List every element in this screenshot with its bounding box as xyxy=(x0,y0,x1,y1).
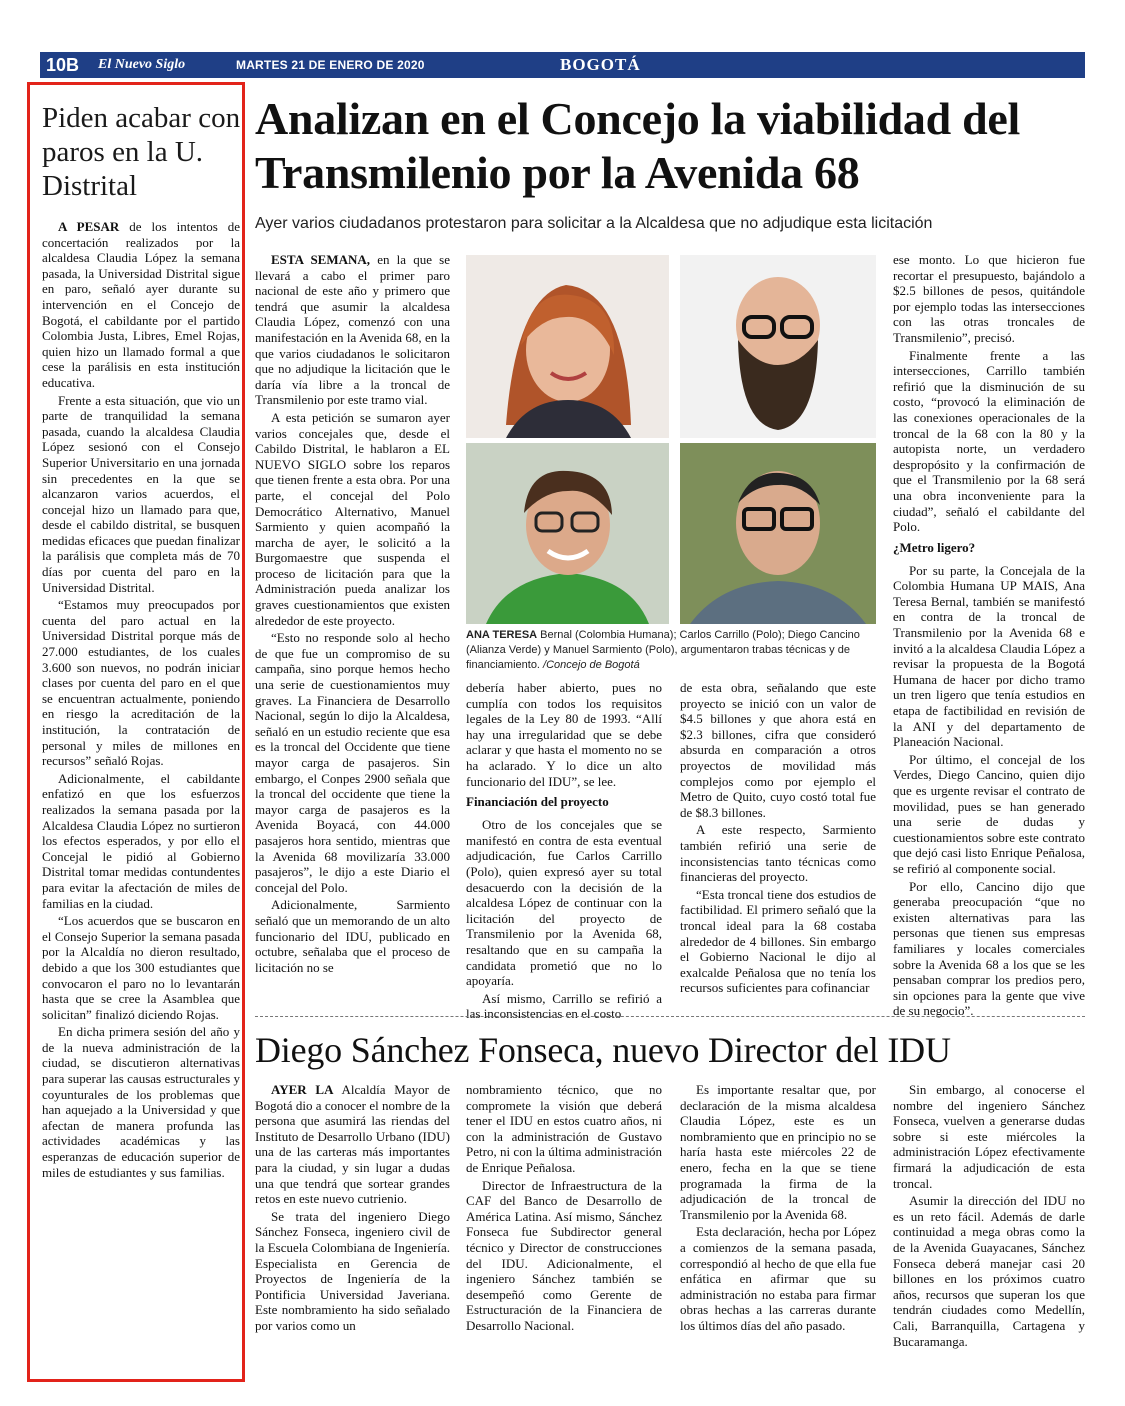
article-paragraph: debería haber abierto, pues no cumplía con todos los requisitos legales de la Ley 80 de 1993. “Allí hay una irregularidad que se debe aclarar y que hasta el momento no se ha aclarado. Y lo dice un alto funcionario del IDU”, se lee. xyxy=(466,680,662,789)
portrait-woman-image xyxy=(466,255,669,438)
page-number: 10B xyxy=(46,55,80,75)
main-column-4 xyxy=(893,252,1085,1019)
section-name: BOGOTÁ xyxy=(560,55,641,74)
portrait-bearded-man-image xyxy=(680,255,876,438)
article-paragraph: en la que se llevará a cabo el primer paro nacional de este año y primero que tendrá que asumir la alcaldesa Claudia López, comenzó con una manifestación en la Avenida 68, en la que varios ciudadanos le solicitaron que no adjudique la licitación que le daría vía libre a la troncal de Transmilenio por este tramo vial. xyxy=(255,252,450,408)
article-paragraph: Es importante resaltar que, por declaración de la misma alcaldesa Claudia López, este es un nombramiento que en principio no se haría hasta este miércoles 22 de enero, fecha en la que se tiene programada la firma de la adjudicación de la troncal de Transmilenio por la Avenida 68. xyxy=(680,1082,876,1222)
second-column-3 xyxy=(680,1082,876,1382)
article-paragraph: Por último, el concejal de los Verdes, Diego Cancino, quien dijo que es urgente revisar el contrato de movilidad, pues se han generado una serie de dudas y cuestionamientos sobre este contrato que dejó casi listo Enrique Peñalosa, se refirió al componente social. xyxy=(893,751,1085,876)
article-paragraph: Se trata del ingeniero Diego Sánchez Fonseca, ingeniero civil de la Escuela Colombiana de Ingeniería. Especialista en Gerencia de Proyectos de Ingeniería de la Pontificia Universidad Javeriana. Este nombramiento ha sido señalado por varios como un xyxy=(255,1208,450,1333)
portrait-man-glasses-image xyxy=(680,443,876,624)
caption-text: Bernal (Colombia Humana); Carlos Carrillo (Polo); Diego Cancino (Alianza Verde) y Manuel Sarmiento (Polo), argumentaron trabas técnicas y de financiamiento. xyxy=(466,629,860,671)
second-column-2 xyxy=(466,1082,662,1382)
sidebar-paragraph: En dicha primera sesión del año y de la nueva administración de la ciudad, se discutieron alternativas para superar las causas estructurales y coyunturales de los problemas que han aquejado a la Universidad y que afectan de manera profunda las actividades académicas y las esperanzas de educación superior de miles de estudiantes y sus familias. xyxy=(42,1024,240,1180)
article-paragraph: Finalmente frente a las intersecciones, Carrillo también refirió que la disminución de su costo, “provocó la eliminación de las conexiones operacionales de la troncal de la 68 con la 80 y la autopista norte, un verdadero despropósito y la confirmación de que el Transmilenio por la 68 será una obra inconveniente para la ciudad”, señaló el cabildante del Polo. xyxy=(893,347,1085,535)
article-paragraph: Así mismo, Carrillo se refirió a las inconsistencias en el costo xyxy=(466,990,662,1022)
sidebar-paragraph: “Los acuerdos que se buscaron en el Consejo Superior la semana pasada por la Alcaldía no dieron resultado, debido a que los 300 estudiantes que convocaron el paro no lo levantarán hasta que se cree la Asamblea que solicitan” finalizó diciendo Rojas. xyxy=(42,913,240,1022)
photo-manuel-sarmiento xyxy=(680,443,876,624)
main-lead: ESTA SEMANA, xyxy=(271,252,371,267)
article-paragraph: Director de Infraestructura de la CAF del Banco de Desarrollo de América Latina. Así mismo, Sánchez Fonseca fue Subdirector general técnico y Director de construcciones del IDU. Adicionalmente, el ingeniero Sánchez también se desempeñó como Gerente de Estructuración de la Financiera de Desarrollo Nacional. xyxy=(466,1177,662,1333)
main-headline: Analizan en el Concejo la viabilidad del Transmilenio por la Avenida 68 xyxy=(255,93,1020,198)
sidebar-paragraph: “Estamos muy preocupados por cuenta del paro actual en la Universidad Distrital porque más de 27.000 estudiantes, de los cuales 3.600 son nuevos, no podrán iniciar clases por cuenta del paro en el que se encuentran actualmente, poniendo en riesgo la acreditación de la institución, la contratación de personal y miles de millones en recursos” señaló Rojas. xyxy=(42,597,240,769)
subheading-metro-ligero: ¿Metro ligero? xyxy=(893,539,976,555)
sidebar-lead: A PESAR xyxy=(58,219,120,234)
sidebar-body xyxy=(42,219,240,1375)
sidebar-headline: Piden acabar con paros en la U. Distrital xyxy=(42,102,241,202)
second-headline: Diego Sánchez Fonseca, nuevo Director del IDU xyxy=(255,1030,951,1070)
caption-lead: ANA TERESA xyxy=(466,629,538,641)
photo-caption xyxy=(466,628,876,673)
main-column-2 xyxy=(466,680,662,1022)
article-paragraph: Adicionalmente, Sarmiento señaló que un memorando de un alto funcionario del IDU, publicado en octubre, señalaba que el proceso de licitación no se xyxy=(255,897,450,975)
second-lead: AYER LA xyxy=(271,1082,334,1097)
sidebar-paragraph: Adicionalmente, el cabildante enfatizó en que los esfuerzos realizados la semana pasada por la Alcaldesa Claudia López no surtieron los efectos esperados, y por ello el Concejal le pidió al Gobierno Distrital tomar medidas contundentes para evitar la afectación de miles de familias en la ciudad. xyxy=(42,770,240,911)
second-column-4 xyxy=(893,1082,1085,1382)
main-column-3 xyxy=(680,680,876,1012)
newspaper-name: El Nuevo Siglo xyxy=(98,57,186,72)
article-paragraph: Por su parte, la Concejala de la Colombia Humana UP MAIS, Ana Teresa Bernal, también se manifestó en contra de la troncal de Transmilenio por la Avenida 68 e invitó a la alcaldesa Claudia López a revisar la propuesta de la Bogotá Humana de hacer por dicho tramo un tren ligero que tenía estudios en etapa de factibilidad en revisión de la ANI y del departamento de Planeación Nacional. xyxy=(893,562,1085,750)
article-divider xyxy=(255,1016,1085,1017)
article-paragraph: ese monto. Lo que hicieron fue recortar el presupuesto, bajándolo a $2.5 billones de pesos, quitándole por ejemplo todas las intersecciones con las otras troncales de Transmilenio”, precisó. xyxy=(893,252,1085,345)
article-paragraph: A esta petición se sumaron ayer varios concejales que, desde el Cabildo Distrital, le hablaron a EL NUEVO SIGLO sobre los reparos que tienen frente a esta obra. Por una parte, el concejal del Polo Democrático Alternativo, Manuel Sarmiento y quien acompañó la marcha de ayer, le solicitó a la Burgomaestre que suspenda el proceso de licitación para que la Administración pueda analizar los graves cuestionamientos que existen alrededor de este proyecto. xyxy=(255,409,450,628)
sidebar-paragraph: Frente a esta situación, que vio un parte de tranquilidad la semana pasada, cuando la alcaldesa Claudia López sesionó con el Consejo Superior Universitario en una jornada sin precedentes en la que se alcanzaron varios acuerdos, el concejal hizo un llamado para que, desde el cabildo distrital, se busquen medidas eficaces que puedan finalizar la parálisis que completa más de 70 días por cuenta del paro en la Universidad Distrital. xyxy=(42,392,240,595)
article-paragraph: Otro de los concejales que se manifestó en contra de esta eventual adjudicación, fue Carlos Carrillo (Polo), quien expresó ayer su total desacuerdo con la decisión de la alcaldesa López de continuar con la licitación del proyecto de Transmilenio por la Avenida 68, resaltando que en su campaña la candidata prometió que no lo apoyaría. xyxy=(466,817,662,989)
portrait-man-green-vest-image xyxy=(466,443,669,624)
article-paragraph: A este respecto, Sarmiento también refirió una serie de inconsistencias tanto técnicas como financieras del proyecto. xyxy=(680,822,876,885)
article-paragraph: Por ello, Cancino dijo que generaba preocupación “que no existen alternativas para las personas que tienen sus empresas familiares y locales comerciales sobre la Avenida 68 a los que se les pensaban comprar los predios pero, sin opciones para la gente que vive de su negocio”. xyxy=(893,878,1085,1019)
article-paragraph: “Esto no responde solo al hecho de que fue un compromiso de su campaña, sino porque hemos hecho una serie de cuestionamientos muy graves. La Financiera de Desarrollo Nacional, según lo dijo la Alcaldesa, señaló en un estudio reciente que esa es la troncal del Occidente que tiene mayor carga de pasajeros. Sin embargo, el Conpes 2900 señala que la troncal del occidente que tiene la mayor carga de pasajeros es la Avenida Boyacá, con 44.000 pasajeros hora sentido, mientras que la Avenida 68 movilizaría 33.000 pasajeros”, le dijo a este Diario el concejal del Polo. xyxy=(255,630,450,895)
main-column-1 xyxy=(255,252,450,1012)
sidebar-paragraph: de los intentos de concertación realizados por la alcaldesa Claudia López la semana pasada, la Universidad Distrital sigue en paro, señaló ayer durante su intervención en el Concejo de Bogotá, el cabildante por el partido Colombia Justa, Libres, Emel Rojas, quien hizo un llamado formal a que cese la parálisis en esta institución educativa. xyxy=(42,219,240,390)
page-header-bar xyxy=(40,52,1085,78)
photo-ana-teresa-bernal xyxy=(466,255,669,438)
publication-date: MARTES 21 DE ENERO DE 2020 xyxy=(236,58,425,72)
photo-carlos-carrillo xyxy=(680,255,876,438)
caption-credit: /Concejo de Bogotá xyxy=(540,659,640,671)
article-paragraph: nombramiento técnico, que no compromete la visión que deberá tener el IDU en estos cuatro años, ni con la administración de Gustavo Petro, ni con la última administración de Enrique Peñalosa. xyxy=(466,1082,662,1175)
article-paragraph: Alcaldía Mayor de Bogotá dio a conocer el nombre de la persona que asumirá las riendas del Instituto de Desarrollo Urbano (IDU) una de las carteras más importantes para la ciudad, y sin lugar a dudas una que tendrá que sortear grandes retos en este nuevo cutrienio. xyxy=(255,1082,450,1207)
article-paragraph: de esta obra, señalando que este proyecto se inició con un valor de $4.5 billones y que ahora está en $2.3 billones, cifra que consideró absurda en comparación a otros proyectos de movilidad más complejos como por ejemplo el Metro de Quito, cuyo costó total fue de $8.3 billones. xyxy=(680,680,876,820)
photo-diego-cancino xyxy=(466,443,669,624)
article-paragraph: Asumir la dirección del IDU no es un reto fácil. Además de darle continuidad a mega obras como la de la Avenida Guayacanes, Sánchez Fonseca deberá manejar casi 20 billones en los próximos cuatro años, recursos que superan los que tendrán ciudades como Medellín, Cali, Barranquilla, Cartagena y Bucaramanga. xyxy=(893,1193,1085,1349)
subheading-financiacion: Financiación del proyecto xyxy=(466,794,609,810)
sidebar-article-box xyxy=(27,82,245,1382)
main-subhead: Ayer varios ciudadanos protestaron para solicitar a la Alcaldesa que no adjudique esta licitación xyxy=(255,215,933,232)
article-paragraph: Esta declaración, hecha por López a comienzos de la semana pasada, correspondió al hecho de que ella fue enfática en afirmar que su administración no estaba para firmar obras hechas a las carreras durante los últimos días del año pasado. xyxy=(680,1224,876,1333)
article-paragraph: “Esta troncal tiene dos estudios de factibilidad. El primero señaló que la troncal ideal para la 68 costaba alrededor de 4 billones. Sin embargo el Gobierno Nacional le dijo al exalcalde Peñalosa que no tenía los recursos suficientes para cofinanciar xyxy=(680,886,876,996)
second-column-1 xyxy=(255,1082,450,1382)
article-paragraph: Sin embargo, al conocerse el nombre del ingeniero Sánchez Fonseca, vuelven a generarse dudas sobre si este miércoles la administración López efectivamente firmará la adjudicación de esta troncal. xyxy=(893,1082,1085,1191)
